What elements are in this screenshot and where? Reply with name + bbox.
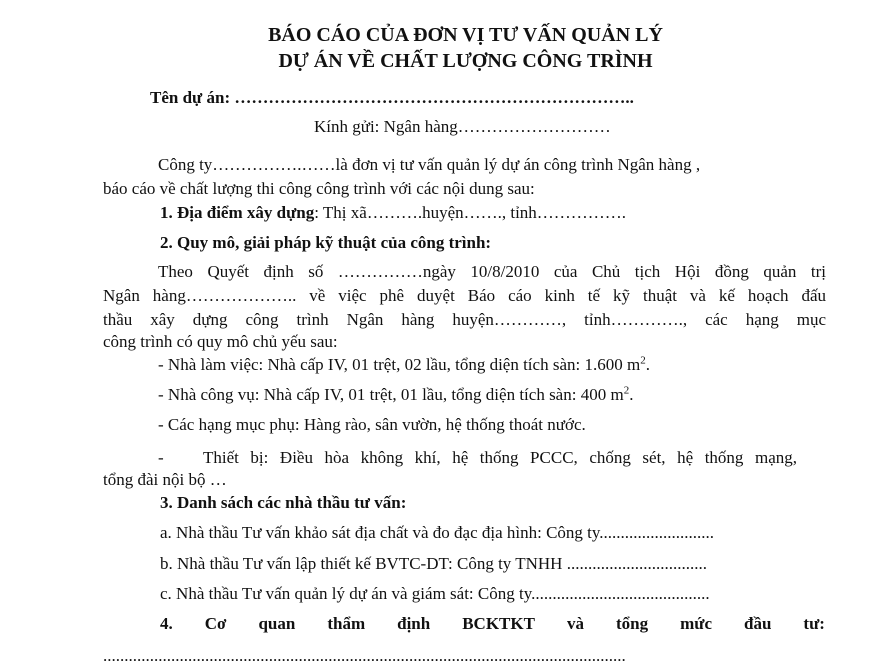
section2-heading: 2. Quy mô, giải pháp kỹ thuật của công trình:: [160, 233, 492, 252]
section4-word: và: [566, 614, 584, 633]
contractor-b: b. Nhà thầu Tư vấn lập thiết kế BVTC-DT: Công ty TNHH .................................: [160, 554, 707, 573]
scope-item-office-end: .: [645, 355, 650, 374]
section3-heading: 3. Danh sách các nhà thầu tư vấn:: [160, 493, 407, 512]
section4-word: tổng: [615, 614, 649, 633]
intro-line-1: Công ty…………….……là đơn vị tư vấn quản lý dự án công trình Ngân hàng ,: [158, 155, 701, 174]
contractor-a: a. Nhà thầu Tư vấn khảo sát địa chất và đo đạc địa hình: Công ty...........................: [160, 523, 715, 542]
project-name-line: Tên dự án: ……………………………………………………………..: [150, 88, 634, 107]
section4-word: Cơ: [204, 614, 227, 633]
report-title-line1: BÁO CÁO CỦA ĐƠN VỊ TƯ VẤN QUẢN LÝ: [268, 24, 663, 46]
scope-item-equipment: Thiết bị: Điều hòa không khí, hệ thống PCCC, chống sét, hệ thống mạng,: [203, 448, 797, 467]
section2-para-line2: Ngân hàng……………….. về việc phê duyệt Báo cáo kinh tế kỹ thuật và kế hoạch đấu: [103, 286, 826, 305]
scope-item-equipment-dash: -: [158, 448, 164, 467]
section4-word: định: [397, 614, 431, 633]
section4-heading: [160, 613, 825, 635]
section4-word: 4.: [160, 614, 173, 633]
scope-item-equipment-cont: tổng đài nội bộ …: [103, 470, 227, 489]
section4-dots: ...........................................................................................................................: [103, 646, 626, 665]
intro-line-2: báo cáo về chất lượng thi công công trình với các nội dung sau:: [103, 179, 535, 198]
section2-para-line1: Theo Quyết định số ……………ngày 10/8/2010 của Chủ tịch Hội đồng quản trị: [158, 262, 826, 281]
section4-word: tư:: [803, 614, 825, 633]
section1-line: [160, 202, 626, 224]
scope-item-housing-end: .: [629, 385, 634, 404]
section2-para-line4: công trình có quy mô chủ yếu sau:: [103, 332, 338, 351]
recipient-line: Kính gửi: Ngân hàng………………………: [314, 117, 611, 136]
section4-word: mức: [680, 614, 712, 633]
scope-item-housing-text: - Nhà công vụ: Nhà cấp IV, 01 trệt, 01 lầu, tổng diện tích sàn: 400 m: [158, 385, 624, 404]
scope-item-housing: [158, 384, 633, 406]
section4-word: quan: [258, 614, 296, 633]
section1-heading: 1. Địa điểm xây dựng: [160, 203, 315, 222]
scope-item-auxiliary: - Các hạng mục phụ: Hàng rào, sân vườn, hệ thống thoát nước.: [158, 415, 586, 434]
section4-word: thẩm: [327, 614, 366, 633]
scope-item-housing-sup: 2: [623, 384, 630, 397]
scope-item-office-text: - Nhà làm việc: Nhà cấp IV, 01 trệt, 02 lầu, tổng diện tích sàn: 1.600 m: [158, 355, 641, 374]
section1-text: : Thị xã……….huyện……., tỉnh…………….: [314, 203, 627, 222]
section2-para-line3: thầu xây dựng công trình Ngân hàng huyện…………, tỉnh…………., các hạng mục: [103, 310, 826, 329]
scope-item-office-sup: 2: [640, 354, 646, 367]
section4-word: đầu: [744, 614, 772, 633]
scope-item-office: [158, 354, 650, 376]
report-title-line2: DỰ ÁN VỀ CHẤT LƯỢNG CÔNG TRÌNH: [278, 50, 653, 72]
contractor-c: c. Nhà thầu Tư vấn quản lý dự án và giám sát: Công ty..........................................: [160, 584, 710, 603]
section4-word: BCKTKT: [462, 614, 535, 633]
